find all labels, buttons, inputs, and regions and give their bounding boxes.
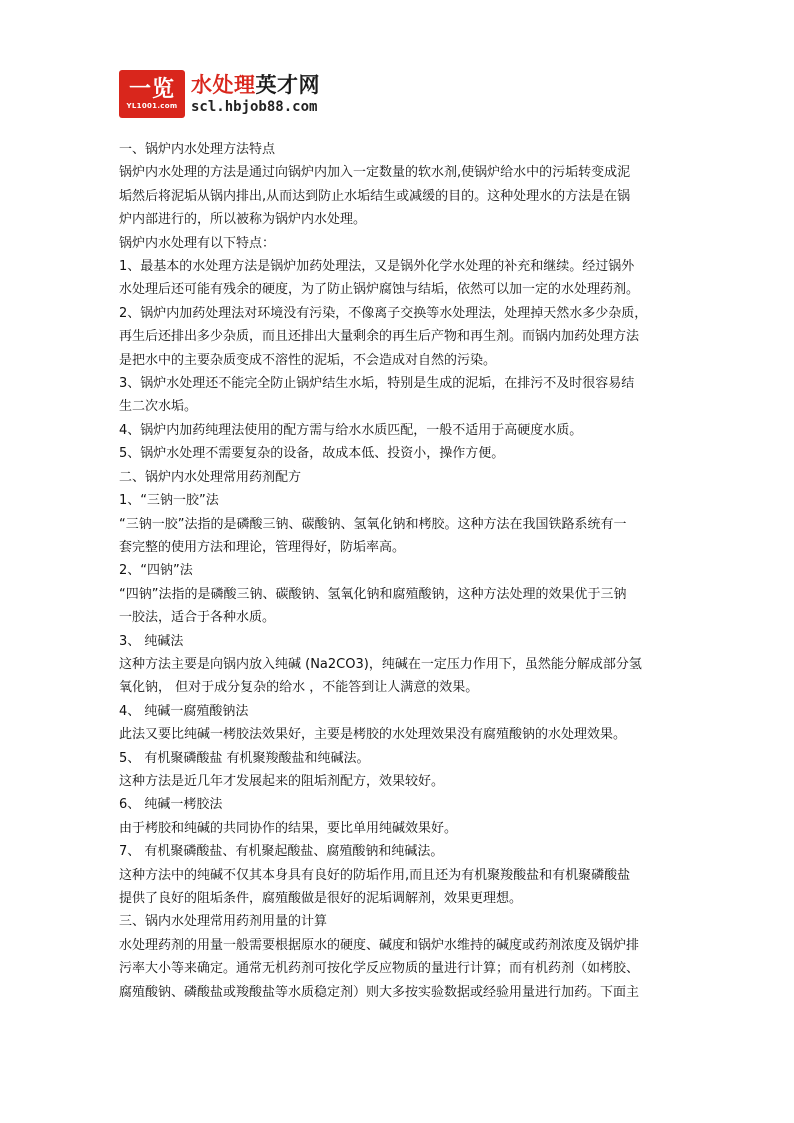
text-line: 垢然后将泥垢从锅内排出,从而达到防止水垢结生或减缓的目的。这种处理水的方法是在锅 (119, 188, 631, 204)
text-line: 这种方法中的纯碱不仅其本身具有良好的防垢作用,而且还为有机聚羧酸盐和有机聚磷酸盐 (119, 867, 631, 883)
text-line: 水处理后还可能有残余的硬度，为了防止锅炉腐蚀与结垢，依然可以加一定的水处理药剂。 (119, 282, 640, 298)
text-line: 一、锅炉内水处理方法特点 (119, 142, 276, 157)
text-line: 5、 有机聚磷酸盐 有机聚羧酸盐和纯碱法。 (119, 750, 370, 766)
text-line: 锅炉内水处理的方法是通过向锅炉内加入一定数量的软水剂,使锅炉给水中的污垢转变成泥 (119, 165, 631, 181)
text-line: 2、“四钠”法 (119, 563, 193, 579)
logo-badge-text: 一览 (128, 76, 175, 102)
text-line: 污率大小等来确定。通常无机药剂可按化学反应物质的量进行计算；而有机药剂（如栲胶、 (119, 961, 640, 977)
text-line: 是把水中的主要杂质变成不溶性的泥垢，不会造成对自然的污染。 (119, 352, 497, 368)
logo-title (191, 73, 320, 98)
text-line: 由于栲胶和纯碱的共同协作的结果，要比单用纯碱效果好。 (119, 820, 458, 836)
document-body (119, 138, 679, 1004)
text-line: 5、锅炉水处理不需要复杂的设备，故成本低、投资小，操作方便。 (119, 446, 505, 462)
text-line: 3、锅炉水处理还不能完全防止锅炉结生水垢，特别是生成的泥垢，在排污不及时很容易结 (119, 376, 635, 392)
site-logo[interactable] (119, 70, 320, 118)
text-line: 锅炉内水处理有以下特点： (119, 235, 276, 251)
logo-title-red: 水处理 (191, 72, 256, 97)
text-line: 二、锅炉内水处理常用药剂配方 (119, 469, 302, 485)
text-line: 一胶法，适合于各种水质。 (119, 610, 276, 626)
text-line: 这种方法是近几年才发展起来的阻垢剂配方，效果较好。 (119, 773, 445, 789)
text-line: 氧化钠， 但对于成分复杂的给水 ，不能答到让人满意的效果。 (119, 680, 479, 696)
text-line: 套完整的使用方法和理论，管理得好，防垢率高。 (119, 539, 406, 555)
logo-text (191, 73, 320, 116)
text-line: 6、 纯碱一栲胶法 (119, 797, 223, 813)
logo-title-black: 英才网 (255, 72, 320, 97)
text-line: 三、锅内水处理常用药剂用量的计算 (119, 914, 328, 930)
text-line: 腐殖酸钠、磷酸盐或羧酸盐等水质稳定剂）则大多按实验数据或经验用量进行加药。下面主 (119, 984, 640, 1000)
text-line: “四钠”法指的是磷酸三钠、碳酸钠、氢氧化钠和腐殖酸钠，这种方法处理的效果优于三钠 (119, 586, 627, 602)
text-line: 1、“三钠一胶”法 (119, 493, 219, 509)
logo-url: scl.hbjob88.com (191, 98, 318, 115)
text-line: 水处理药剂的用量一般需要根据原水的硬度、碱度和锅炉水维持的碱度或药剂浓度及锅炉排 (119, 937, 640, 953)
text-line: 7、 有机聚磷酸盐、有机聚起酸盐、腐殖酸钠和纯碱法。 (119, 844, 444, 860)
text-line: 4、锅炉内加药纯理法使用的配方需与给水水质匹配，一般不适用于高硬度水质。 (119, 422, 583, 438)
text-line: 这种方法主要是向锅内放入纯碱 (Na2CO3)，纯碱在一定压力作用下，虽然能分解成部分氢 (119, 656, 642, 672)
logo-badge (119, 70, 185, 118)
text-line: 3、 纯碱法 (119, 633, 184, 649)
text-line: 再生后还排出多少杂质，而且还排出大量剩余的再生后产物和再生剂。而锅内加药处理方法 (119, 329, 640, 345)
text-line: 生二次水垢。 (119, 399, 198, 415)
text-line: 提供了良好的阻垢条件，腐殖酸做是很好的泥垢调解剂，效果更理想。 (119, 891, 523, 906)
text-line: 2、锅炉内加药处理法对环境没有污染，不像离子交换等水处理法，处理掉天然水多少杂质， (119, 305, 648, 321)
logo-badge-domain: YL1001.com (126, 102, 178, 110)
text-line: 此法又要比纯碱一栲胶法效果好，主要是栲胶的水处理效果没有腐殖酸钠的水处理效果。 (119, 727, 627, 743)
text-line: 1、最基本的水处理方法是锅炉加药处理法，又是锅外化学水处理的补充和继续。经过锅外 (119, 259, 635, 275)
text-line: “三钠一胶”法指的是磷酸三钠、碳酸钠、氢氧化钠和栲胶。这种方法在我国铁路系统有一 (119, 516, 627, 532)
text-line: 4、 纯碱一腐殖酸钠法 (119, 703, 249, 719)
text-line: 炉内部进行的，所以被称为锅炉内水处理。 (119, 212, 367, 228)
